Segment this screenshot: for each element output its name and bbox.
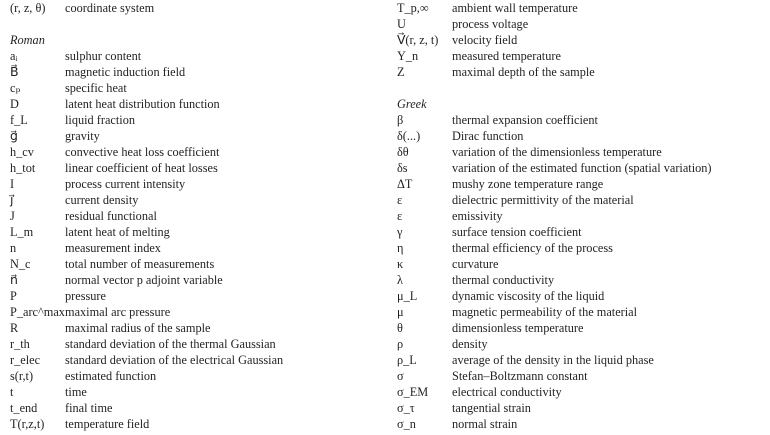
description: curvature: [452, 257, 499, 271]
nomenclature-row: [10, 336, 385, 352]
symbol: κ: [397, 257, 404, 271]
greek-symbol-list: [397, 112, 765, 432]
description: total number of measurements: [65, 257, 215, 271]
nomenclature-row: [397, 0, 765, 16]
description: Stefan–Boltzmann constant: [452, 369, 588, 383]
description: sulphur content: [65, 49, 142, 63]
symbol: N_c: [10, 257, 31, 271]
nomenclature-row: [397, 384, 765, 400]
symbol: T_p,∞: [397, 1, 429, 15]
symbol: δθ: [397, 145, 409, 159]
nomenclature-row: [397, 48, 765, 64]
nomenclature-left-column: [10, 0, 385, 432]
symbol: P_arc^max: [10, 305, 65, 319]
symbol: σ_n: [397, 417, 416, 431]
description: liquid fraction: [65, 113, 136, 127]
spacer: [10, 16, 385, 32]
description: Dirac function: [452, 129, 524, 143]
symbol: cₚ: [10, 81, 21, 95]
nomenclature-row: [397, 16, 765, 32]
description: surface tension coefficient: [452, 225, 582, 239]
nomenclature-row: [10, 144, 385, 160]
description: mushy zone temperature range: [452, 177, 604, 191]
description: maximal depth of the sample: [452, 65, 595, 79]
description: emissivity: [452, 209, 503, 223]
symbol: n: [10, 241, 17, 255]
description: ambient wall temperature: [452, 1, 578, 15]
roman-symbol-list: [10, 48, 385, 432]
symbol: D: [10, 97, 19, 111]
section-heading-roman: Roman: [10, 33, 45, 47]
description: thermal efficiency of the process: [452, 241, 613, 255]
nomenclature-row: [10, 288, 385, 304]
description: thermal conductivity: [452, 273, 555, 287]
symbol: L_m: [10, 225, 34, 239]
symbol: I: [10, 177, 15, 191]
description: convective heat loss coefficient: [65, 145, 220, 159]
nomenclature-row: [10, 48, 385, 64]
symbol: ΔT: [397, 177, 413, 191]
symbol: μ: [397, 305, 404, 319]
symbol: T(r,z,t): [10, 417, 45, 431]
description: current density: [65, 193, 139, 207]
description: average of the density in the liquid phase: [452, 353, 654, 367]
nomenclature-row: [10, 352, 385, 368]
section-heading-greek: Greek: [397, 97, 427, 111]
symbol: δ(...): [397, 129, 421, 143]
symbol: r_elec: [10, 353, 41, 367]
nomenclature-row: [397, 64, 765, 80]
symbol: σ_τ: [397, 401, 415, 415]
nomenclature-row: [397, 144, 765, 160]
nomenclature-row: [397, 336, 765, 352]
symbol: Z: [397, 65, 405, 79]
nomenclature-row: [10, 368, 385, 384]
nomenclature-row: [397, 272, 765, 288]
symbol: aᵢ: [10, 49, 18, 63]
nomenclature-row: [10, 240, 385, 256]
nomenclature-row: [10, 96, 385, 112]
description: residual functional: [65, 209, 157, 223]
nomenclature-row: [397, 160, 765, 176]
symbol: σ_EM: [397, 385, 429, 399]
symbol: J: [10, 209, 15, 223]
description: estimated function: [65, 369, 157, 383]
nomenclature-row: [10, 64, 385, 80]
description: specific heat: [65, 81, 127, 95]
nomenclature-row: [10, 256, 385, 272]
symbol: θ: [397, 321, 403, 335]
nomenclature-row: [10, 416, 385, 432]
description: velocity field: [452, 33, 518, 47]
description: dimensionless temperature: [452, 321, 584, 335]
description: gravity: [65, 129, 100, 143]
nomenclature-row: [397, 256, 765, 272]
description: linear coefficient of heat losses: [65, 161, 218, 175]
symbol: j⃗: [10, 193, 14, 207]
nomenclature-row: [10, 128, 385, 144]
nomenclature-row: [397, 192, 765, 208]
symbol: ε: [397, 209, 403, 223]
symbol: r_th: [10, 337, 30, 351]
nomenclature-right-column: [397, 0, 765, 432]
description: pressure: [65, 289, 106, 303]
symbol: ρ: [397, 337, 404, 351]
nomenclature-row: [397, 320, 765, 336]
description: latent heat distribution function: [65, 97, 220, 111]
description: maximal arc pressure: [65, 305, 171, 319]
symbol: R: [10, 321, 19, 335]
description: normal strain: [452, 417, 518, 431]
nomenclature-row: [397, 304, 765, 320]
symbol: V⃗(r, z, t): [397, 33, 439, 47]
symbol: t: [10, 385, 14, 399]
symbol: f_L: [10, 113, 28, 127]
description: standard deviation of the electrical Gaussian: [65, 353, 284, 367]
description: density: [452, 337, 488, 351]
description: electrical conductivity: [452, 385, 562, 399]
description: coordinate system: [65, 1, 155, 15]
nomenclature-row: [10, 80, 385, 96]
nomenclature-row: [10, 224, 385, 240]
nomenclature-row: [10, 192, 385, 208]
nomenclature-row: [397, 240, 765, 256]
symbol: g⃗: [10, 129, 18, 143]
symbol: δs: [397, 161, 408, 175]
nomenclature-row: [10, 112, 385, 128]
symbol: σ: [397, 369, 404, 383]
symbol: λ: [397, 273, 403, 287]
nomenclature-row: [397, 176, 765, 192]
symbol: μ_L: [397, 289, 418, 303]
symbol: ε: [397, 193, 403, 207]
symbol: B⃗: [10, 65, 19, 79]
symbol: γ: [397, 225, 403, 239]
description: magnetic permeability of the material: [452, 305, 638, 319]
description: time: [65, 385, 87, 399]
symbol: η: [397, 241, 404, 255]
nomenclature-row: [397, 208, 765, 224]
nomenclature-row: [10, 400, 385, 416]
nomenclature-row: [10, 208, 385, 224]
description: dynamic viscosity of the liquid: [452, 289, 605, 303]
nomenclature-row: [397, 224, 765, 240]
description: measured temperature: [452, 49, 561, 63]
symbol: U: [397, 17, 406, 31]
symbol: Y_n: [397, 49, 419, 63]
description: tangential strain: [452, 401, 531, 415]
nomenclature-row: [397, 416, 765, 432]
symbol: (r, z, θ): [10, 1, 46, 15]
symbol: h_tot: [10, 161, 36, 175]
description: dielectric permittivity of the material: [452, 193, 634, 207]
description: magnetic induction field: [65, 65, 186, 79]
description: final time: [65, 401, 113, 415]
spacer: [397, 80, 765, 96]
symbol: n⃗: [10, 273, 18, 287]
nomenclature-row: [397, 288, 765, 304]
nomenclature-row: [397, 352, 765, 368]
symbol: t_end: [10, 401, 38, 415]
nomenclature-row: [397, 32, 765, 48]
roman-symbol-list-continued: [397, 0, 765, 80]
description: temperature field: [65, 417, 150, 431]
nomenclature-row: [397, 128, 765, 144]
nomenclature-row: [397, 112, 765, 128]
nomenclature-row: [397, 368, 765, 384]
nomenclature-row: [10, 384, 385, 400]
nomenclature-row: [10, 160, 385, 176]
nomenclature-row: [397, 400, 765, 416]
symbol: ρ_L: [397, 353, 417, 367]
symbol: P: [10, 289, 17, 303]
description: standard deviation of the thermal Gaussian: [65, 337, 276, 351]
description: measurement index: [65, 241, 161, 255]
description: variation of the dimensionless temperature: [452, 145, 662, 159]
nomenclature-row: [10, 304, 385, 320]
nomenclature-row: [10, 272, 385, 288]
description: maximal radius of the sample: [65, 321, 211, 335]
nomenclature-row: [10, 176, 385, 192]
description: thermal expansion coefficient: [452, 113, 598, 127]
description: process voltage: [452, 17, 529, 31]
symbol: β: [397, 113, 404, 127]
description: process current intensity: [65, 177, 186, 191]
nomenclature-row: [10, 0, 385, 16]
description: variation of the estimated function (spatial variation): [452, 161, 712, 175]
description: normal vector p adjoint variable: [65, 273, 223, 287]
nomenclature-row: [10, 320, 385, 336]
symbol: s(r,t): [10, 369, 34, 383]
symbol: h_cv: [10, 145, 34, 159]
description: latent heat of melting: [65, 225, 170, 239]
